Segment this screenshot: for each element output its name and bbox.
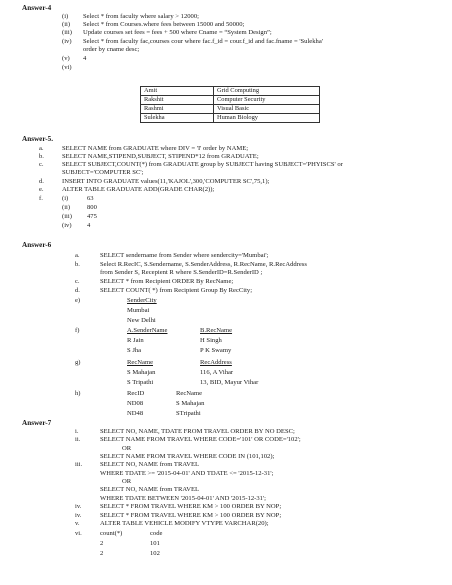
answer-6-item-number: c.: [75, 278, 80, 285]
answer-4-item-number: (vi): [62, 64, 72, 71]
answer-4-item-number: (v): [62, 55, 70, 62]
answer-6-f-cell: R Jain: [127, 337, 144, 344]
answer-4-item-text: 4: [83, 55, 87, 62]
answer-7-item-text: SELECT * FROM TRAVEL WHERE KM > 100 ORDER BY NOP;: [100, 512, 282, 519]
answer-7-item-number: vi.: [75, 530, 82, 537]
answer-5-sub-value: 475: [87, 213, 97, 220]
table-row: [141, 105, 320, 114]
answer-6-item-number: b.: [75, 261, 80, 268]
answer-5-item-number: f.: [39, 195, 43, 202]
answer-5-heading: Answer-5.: [22, 135, 54, 143]
table-row: [141, 114, 320, 123]
answer-6-e-cell: Mumbai: [127, 307, 150, 314]
answer-7-item-number: iii.: [75, 461, 83, 468]
table-row: [141, 96, 320, 105]
answer-4-item-number: (i): [62, 13, 69, 20]
answer-5-item-number: d.: [39, 178, 44, 185]
answer-5-item-text: SUBJECT='COMPUTER SC';: [62, 169, 144, 176]
answer-5-item-number: e.: [39, 186, 44, 193]
answer-4-item-number: (ii): [62, 21, 71, 28]
answer-7-item-text: SELECT NAME FROM TRAVEL WHERE CODE='101' OR CODE='102';: [100, 436, 301, 443]
answer-5-sub-value: 4: [87, 222, 91, 229]
table-cell: Visual Basic: [214, 105, 320, 114]
answer-7-vi-cell: 2: [100, 540, 104, 547]
answer-7-item-number: ii.: [75, 436, 81, 443]
answer-7-item-text: SELECT NO, NAME, TDATE FROM TRAVEL ORDER BY NO DESC;: [100, 428, 295, 435]
answer-6-g-cell: 13, BID, Mayur Vihar: [200, 379, 259, 386]
answer-6-e-cell: New Delhi: [127, 317, 156, 324]
answer-5-sub-number: (iii): [62, 213, 72, 220]
table-cell: Sulekha: [141, 114, 214, 123]
table-cell: Rashmi: [141, 105, 214, 114]
table-cell: Computer Security: [214, 96, 320, 105]
answer-7-vi-cell: 2: [100, 550, 104, 557]
answer-6-item-number: e): [75, 297, 81, 304]
answer-4-item-text: Update courses set fees = fees + 500 where Cname = “System Design”;: [83, 29, 272, 36]
answer-6-f-number: f): [75, 327, 80, 334]
table-cell: Amit: [141, 87, 214, 96]
table-cell: Grid Computing: [214, 87, 320, 96]
answer-7-item-text: OR: [122, 445, 132, 452]
answer-5-item-text: ALTER TABLE GRADUATE ADD(GRADE CHAR(2));: [62, 186, 215, 193]
answer-6-item-number: a.: [75, 252, 80, 259]
answer-6-g-cell: S Tripathi: [127, 379, 154, 386]
answer-5-item-text: INSERT INTO GRADUATE values(11,'KAJOL',300,'COMPUTER SC',75,1);: [62, 178, 270, 185]
table-cell: Rakshit: [141, 96, 214, 105]
answer-5-sub-value: 63: [87, 195, 94, 202]
answer-7-item-text: SELECT * FROM TRAVEL WHERE KM > 100 ORDER BY NOP;: [100, 503, 282, 510]
answer-7-item-number: iv.: [75, 512, 82, 519]
answer-6-h-number: h): [75, 390, 81, 397]
answer-6-item-number: d.: [75, 287, 80, 294]
answer-4-heading: Answer-4: [22, 4, 52, 12]
answer-5-sub-value: 800: [87, 204, 97, 211]
answer-7-item-text: OR: [122, 478, 132, 485]
answer-7-item-text: SELECT NO, NAME from TRAVEL: [100, 461, 200, 468]
answer-6-h-cell: S Mahajan: [176, 400, 205, 407]
answer-6-item-text: Select R.RecIC, S.Sendername, S.SenderAddress, R.RecName, R.RecAddress: [100, 261, 307, 268]
answer-5-item-text: SELECT NAME,STIPEND,SUBJECT, STIPEND*12 from GRADUATE;: [62, 153, 259, 160]
answer-7-item-text: ALTER TABLE VEHICLE MODIFY VTYPE VARCHAR(20);: [100, 520, 269, 527]
answer-6-g-number: g): [75, 359, 81, 366]
answer-6-item-text: SELECT * from Recipient ORDER By RecName;: [100, 278, 234, 285]
answer-7-item-number: i.: [75, 428, 79, 435]
answer-6-f-cell: B.RecName: [200, 327, 233, 334]
answer-6-item-text: from Sender S, Recepient R where S.SenderID=R.SenderID ;: [100, 269, 263, 276]
answer-7-item-text: SELECT NAME FROM TRAVEL WHERE CODE IN (101,102);: [100, 453, 275, 460]
answer-7-vi-cell: code: [150, 530, 163, 537]
answer-7-item-text: WHERE TDATE >= '2015-04-01' AND TDATE <= '2015-12-31';: [100, 470, 274, 477]
answer-5-sub-number: (iv): [62, 222, 72, 229]
answer-6-h-cell: ND08: [127, 400, 144, 407]
answer-6-heading: Answer-6: [22, 241, 52, 249]
answer-7-vi-cell: count(*): [100, 530, 123, 537]
answer-7-item-number: iv.: [75, 503, 82, 510]
answer-4-item-text: Select * from faculty fac,courses cour where fac.f_id = cour.f_id and fac.fname = 'Sulekha': [83, 38, 323, 45]
answer-6-item-text: SELECT COUNT( *) from Recipient Group By RecCity;: [100, 287, 253, 294]
answer-4-item-number: (iv): [62, 38, 72, 45]
answer-6-f-cell: H Singh: [200, 337, 222, 344]
answer-5-sub-number: (ii): [62, 204, 71, 211]
answer-6-h-cell: RecID: [127, 390, 145, 397]
answer-5-item-number: c.: [39, 161, 44, 168]
answer-6-item-text: SELECT sendername from Sender where sendercity='Mumbai';: [100, 252, 269, 259]
answer-6-f-cell: P K Swamy: [200, 347, 232, 354]
answer-6-g-cell: 116, A Vihar: [200, 369, 234, 376]
answer-6-f-cell: A.SenderName: [127, 327, 168, 334]
answer-7-item-number: v.: [75, 520, 80, 527]
answer-5-item-text: SELECT NAME from GRADUATE where DIV = 'I' order by NAME;: [62, 145, 249, 152]
answer-7-item-text: WHERE TDATE BETWEEN '2015-04-01' AND '2015-12-31';: [100, 495, 266, 502]
answer-7-vi-cell: 102: [150, 550, 160, 557]
answer-6-h-cell: RecName: [176, 390, 202, 397]
table-row: [141, 87, 320, 96]
answer-6-g-cell: RecAddress: [200, 359, 232, 366]
answer-6-h-cell: STripathi: [176, 410, 201, 417]
answer-5-item-number: b.: [39, 153, 44, 160]
answer-5-item-text: SELECT SUBJECT,COUNT(*) from GRADUATE group by SUBJECT having SUBJECT='PHYISCS' or: [62, 161, 343, 168]
answer-6-f-cell: S Jha: [127, 347, 142, 354]
answer-4-item-number: (iii): [62, 29, 72, 36]
answer-7-heading: Answer-7: [22, 419, 52, 427]
answer-7-vi-cell: 101: [150, 540, 160, 547]
answer-4-item-text: Select * from faculty where salary > 12000;: [83, 13, 199, 20]
answer-5-item-number: a.: [39, 145, 44, 152]
answer-5-sub-number: (i): [62, 195, 69, 202]
answer-4-result-table: [140, 86, 320, 123]
answer-7-item-text: SELECT NO, NAME from TRAVEL: [100, 486, 200, 493]
answer-6-e-cell: SenderCity: [127, 297, 157, 304]
answer-6-h-cell: ND48: [127, 410, 144, 417]
answer-6-g-cell: S Mahajan: [127, 369, 156, 376]
answer-6-g-cell: RecName: [127, 359, 153, 366]
answer-4-item-text: order by cname desc;: [83, 46, 140, 53]
answer-4-item-text: Select * from Courses.where fees between 15000 and 50000;: [83, 21, 245, 28]
table-cell: Human Biology: [214, 114, 320, 123]
